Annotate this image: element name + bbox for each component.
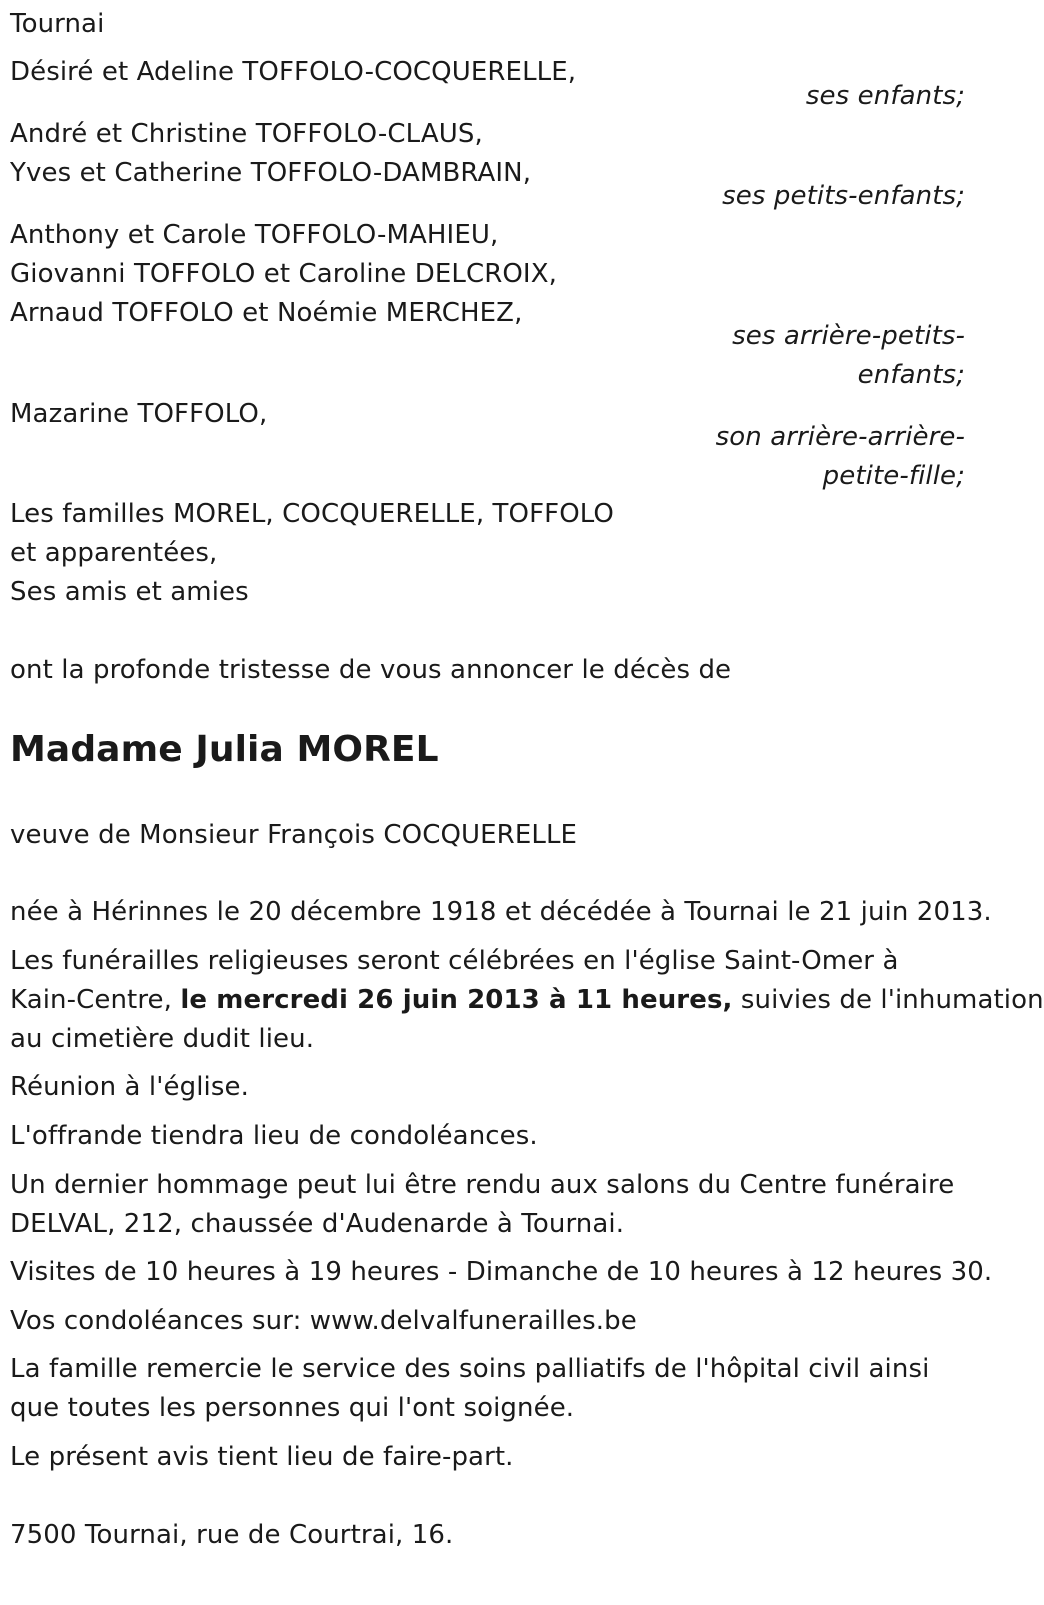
funeral-line-2 — [10, 981, 1044, 1020]
condolences-text: Vos condoléances sur: www.delvalfunerailles.be — [10, 1306, 637, 1336]
city-header: Tournai — [10, 9, 105, 39]
great-great-granddaughter-name-0: Mazarine TOFFOLO, — [10, 399, 268, 429]
others-line-2: Ses amis et amies — [10, 577, 249, 607]
others-line-0: Les familles MOREL, COCQUERELLE, TOFFOLO — [10, 499, 614, 529]
visits-text: Visites de 10 heures à 19 heures - Dimanche de 10 heures à 12 heures 30. — [10, 1257, 993, 1287]
funeral-line-2-suffix: suivies de l'inhumation — [732, 985, 1044, 1015]
funeral-date-time: le mercredi 26 juin 2013 à 11 heures, — [180, 985, 733, 1015]
grandchildren-role: ses petits-enfants; — [722, 181, 965, 211]
address-text: 7500 Tournai, rue de Courtrai, 16. — [10, 1520, 454, 1550]
grandchildren-name-0: André et Christine TOFFOLO-CLAUS, — [10, 119, 483, 149]
great-grandchildren-name-2: Arnaud TOFFOLO et Noémie MERCHEZ, — [10, 298, 523, 328]
funeral-line-1: Les funérailles religieuses seront célébrées en l'église Saint-Omer à — [10, 946, 899, 976]
great-grandchildren-name-0: Anthony et Carole TOFFOLO-MAHIEU, — [10, 220, 499, 250]
funeral-line-3: au cimetière dudit lieu. — [10, 1024, 315, 1054]
great-grandchildren-role-line1: ses arrière-petits- — [732, 321, 965, 351]
thanks-line-1: La famille remercie le service des soins palliatifs de l'hôpital civil ainsi — [10, 1354, 930, 1384]
meeting-text: Réunion à l'église. — [10, 1072, 249, 1102]
others-line-1: et apparentées, — [10, 538, 218, 568]
birth-death-text: née à Hérinnes le 20 décembre 1918 et décédée à Tournai le 21 juin 2013. — [10, 897, 992, 927]
great-grandchildren-role-line2: enfants; — [857, 360, 965, 390]
offering-text: L'offrande tiendra lieu de condoléances. — [10, 1121, 538, 1151]
deceased-name: Madame Julia MOREL — [10, 729, 439, 770]
children-role: ses enfants; — [805, 81, 965, 111]
thanks-line-2: que toutes les personnes qui l'ont soignée. — [10, 1393, 575, 1423]
great-great-granddaughter-role-line1: son arrière-arrière- — [715, 422, 965, 452]
tribute-line-2: DELVAL, 212, chaussée d'Audenarde à Tournai. — [10, 1209, 625, 1239]
funeral-line-2-prefix: Kain-Centre, — [10, 985, 181, 1015]
great-great-granddaughter-role-line2: petite-fille; — [822, 461, 965, 491]
widow-of-text: veuve de Monsieur François COCQUERELLE — [10, 820, 578, 850]
notice-text: Le présent avis tient lieu de faire-part. — [10, 1442, 514, 1472]
children-name-0: Désiré et Adeline TOFFOLO-COCQUERELLE, — [10, 57, 577, 87]
great-grandchildren-name-1: Giovanni TOFFOLO et Caroline DELCROIX, — [10, 259, 557, 289]
tribute-line-1: Un dernier hommage peut lui être rendu aux salons du Centre funéraire — [10, 1170, 955, 1200]
grandchildren-name-1: Yves et Catherine TOFFOLO-DAMBRAIN, — [10, 158, 532, 188]
announcement-text: ont la profonde tristesse de vous annoncer le décès de — [10, 655, 732, 685]
